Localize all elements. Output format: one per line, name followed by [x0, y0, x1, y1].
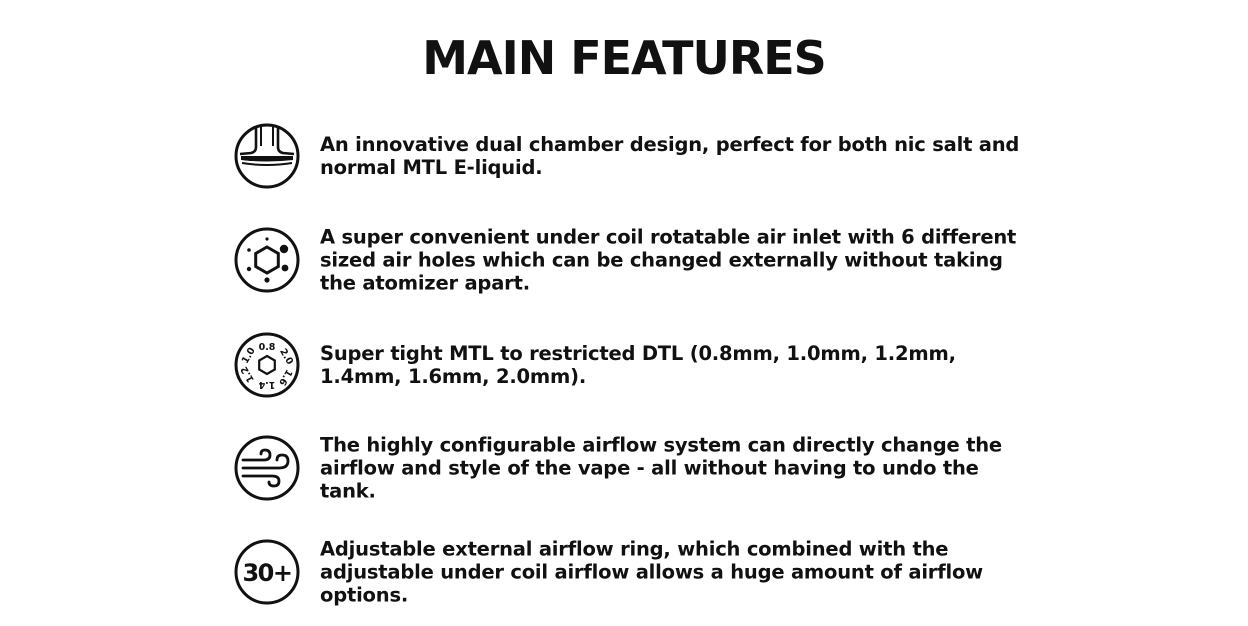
size-label-2-0: 2.0	[277, 346, 296, 367]
feature-item-airflow	[234, 435, 1054, 501]
feature-text: An innovative dual chamber design, perfect for both nic salt and normal MTL E-liquid.	[320, 133, 1020, 179]
size-label-1-0: 1.0	[239, 345, 258, 366]
feature-text: Adjustable external airflow ring, which combined with the adjustable under coil airflow allows a huge amount of airflow options.	[320, 537, 983, 607]
feature-text: Super tight MTL to restricted DTL (0.8mm, 1.0mm, 1.2mm, 1.4mm, 1.6mm, 2.0mm).	[320, 342, 956, 388]
feature-item-air-inlet	[234, 227, 1054, 293]
size-label-1-4: 1.4	[258, 379, 276, 390]
feature-item-airflow-ring	[234, 539, 1054, 605]
dual-chamber-icon	[234, 123, 300, 189]
airflow-sizes-icon	[234, 332, 300, 398]
page-title: MAIN FEATURES	[422, 31, 826, 85]
airflow-wind-icon	[234, 435, 300, 501]
size-label-1-2: 1.2	[238, 364, 257, 385]
feature-text: The highly configurable airflow system can directly change the airflow and style of the vape - all without having to undo the tank.	[320, 433, 1002, 503]
thirty-plus-icon	[234, 539, 300, 605]
air-inlet-icon	[234, 227, 300, 293]
size-label-0-8: 0.8	[258, 342, 276, 353]
feature-item-airflow-sizes	[234, 332, 1054, 398]
feature-item-dual-chamber	[234, 123, 1054, 189]
feature-text: A super convenient under coil rotatable air inlet with 6 different sized air holes which can be changed externally without taking the atomizer apart.	[320, 225, 1017, 295]
size-label-1-6: 1.6	[276, 367, 295, 388]
thirty-plus-label: 30+	[242, 559, 292, 587]
